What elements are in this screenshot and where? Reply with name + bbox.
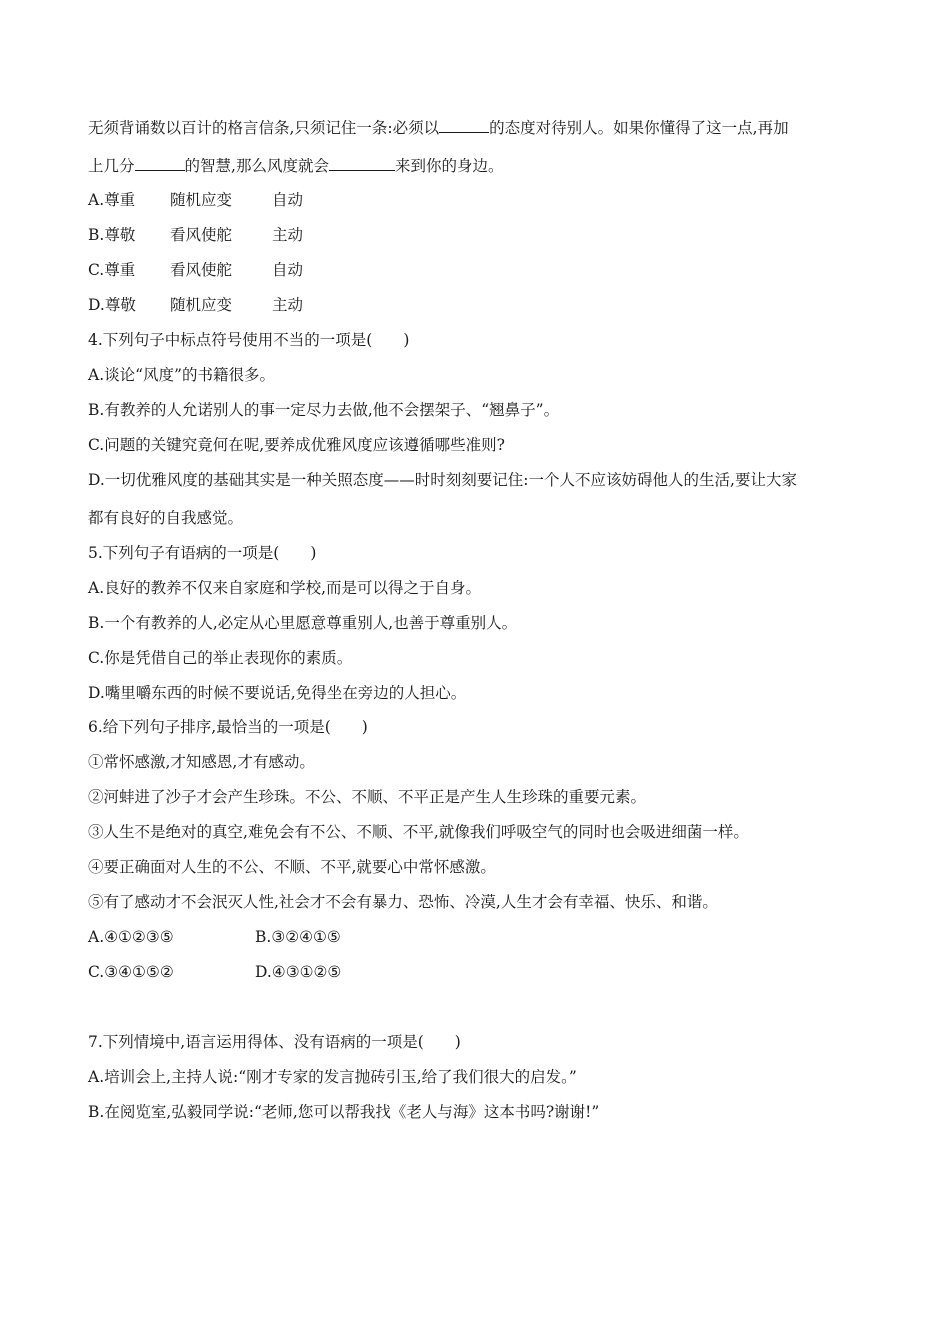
q3-option-c [88,260,303,280]
q6-sentence-5: ⑤有了感动才不会泯灭人性,社会才不会有暴力、恐怖、冷漠,人生才会有幸福、快乐、和谐。 [88,893,718,911]
q4-option-d-line-1: D.一切优雅风度的基础其实是一种关照态度——时时刻刻要记住:一个人不应该妨碍他人的生活,要让大家 [88,471,797,489]
q7-option-a: A.培训会上,主持人说:“刚才专家的发言抛砖引玉,给了我们很大的启发。” [88,1068,577,1086]
q3-stem-line-1 [88,118,789,138]
q4-option-d-line-2: 都有良好的自我感觉。 [88,509,244,527]
q4-option-c: C.问题的关键究竟何在呢,要养成优雅风度应该遵循哪些准则? [88,436,505,454]
q3-stem-text: 的智慧,那么风度就会 [184,157,329,175]
q6-sentence-4: ④要正确面对人生的不公、不顺、不平,就要心中常怀感激。 [88,858,496,876]
q3-stem-text: 的态度对待别人。如果你懂得了这一点,再加 [489,119,789,137]
q6-sentence-2: ②河蚌进了沙子才会产生珍珠。不公、不顺、不平正是产生人生珍珠的重要元素。 [88,788,647,806]
q5-option-d: D.嘴里嚼东西的时候不要说话,免得坐在旁边的人担心。 [88,684,467,702]
q4-stem: 4.下列句子中标点符号使用不当的一项是( ) [88,331,410,349]
option-label: C. [88,261,105,279]
q6-sentence-3: ③人生不是绝对的真空,难免会有不公、不顺、不平,就像我们呼吸空气的同时也会吸进细菌一样。 [88,823,749,841]
q3-stem-text: 来到你的身边。 [394,157,504,175]
option-word: 主动 [272,226,304,244]
option-label: B. [88,226,105,244]
q6-stem: 6.给下列句子排序,最恰当的一项是( ) [88,718,368,736]
q6-sentence-1: ①常怀感激,才知感恩,才有感动。 [88,753,315,771]
q6-option-c: C.③④①⑤② [88,963,174,981]
q3-option-a [88,190,303,210]
q5-stem: 5.下列句子有语病的一项是( ) [88,544,317,562]
option-word: 尊重 [104,261,136,279]
q3-blank-1 [439,118,489,133]
option-word: 自动 [272,191,304,209]
q4-option-a: A.谈论“风度”的书籍很多。 [88,366,275,384]
q5-option-a: A.良好的教养不仅来自家庭和学校,而是可以得之于自身。 [88,579,482,597]
q7-option-b: B.在阅览室,弘毅同学说:“老师,您可以帮我找《老人与海》这本书吗?谢谢!” [88,1103,600,1121]
q6-options-row-2 [88,962,341,982]
option-word: 主动 [272,296,304,314]
q3-option-b [88,225,303,245]
q3-stem-line-2 [88,156,503,176]
q3-blank-2 [135,156,185,171]
q6-option-b: B.③②④①⑤ [255,928,341,946]
q5-option-b: B.一个有教养的人,必定从心里愿意尊重别人,也善于尊重别人。 [88,614,518,632]
q3-stem-text: 上几分 [88,157,135,175]
q4-option-b: B.有教养的人允诺别人的事一定尽力去做,他不会摆架子、“翘鼻子”。 [88,401,560,419]
q7-stem: 7.下列情境中,语言运用得体、没有语病的一项是( ) [88,1033,461,1051]
option-word: 尊敬 [104,296,136,314]
option-word: 尊敬 [104,226,136,244]
q6-option-a: A.④①②③⑤ [88,928,174,946]
q5-option-c: C.你是凭借自己的举止表现你的素质。 [88,649,353,667]
option-word: 尊重 [104,191,136,209]
q3-blank-3 [329,156,395,171]
option-word: 看风使舵 [170,261,233,279]
q6-option-d: D.④③①②⑤ [255,963,342,981]
q6-options-row-1 [88,927,341,947]
option-label: D. [88,296,105,314]
q3-option-d [88,295,303,315]
option-label: A. [88,191,105,209]
option-word: 随机应变 [170,191,233,209]
q3-stem-text: 无须背诵数以百计的格言信条,只须记住一条:必须以 [88,119,440,137]
option-word: 随机应变 [170,296,233,314]
option-word: 看风使舵 [170,226,233,244]
option-word: 自动 [272,261,304,279]
